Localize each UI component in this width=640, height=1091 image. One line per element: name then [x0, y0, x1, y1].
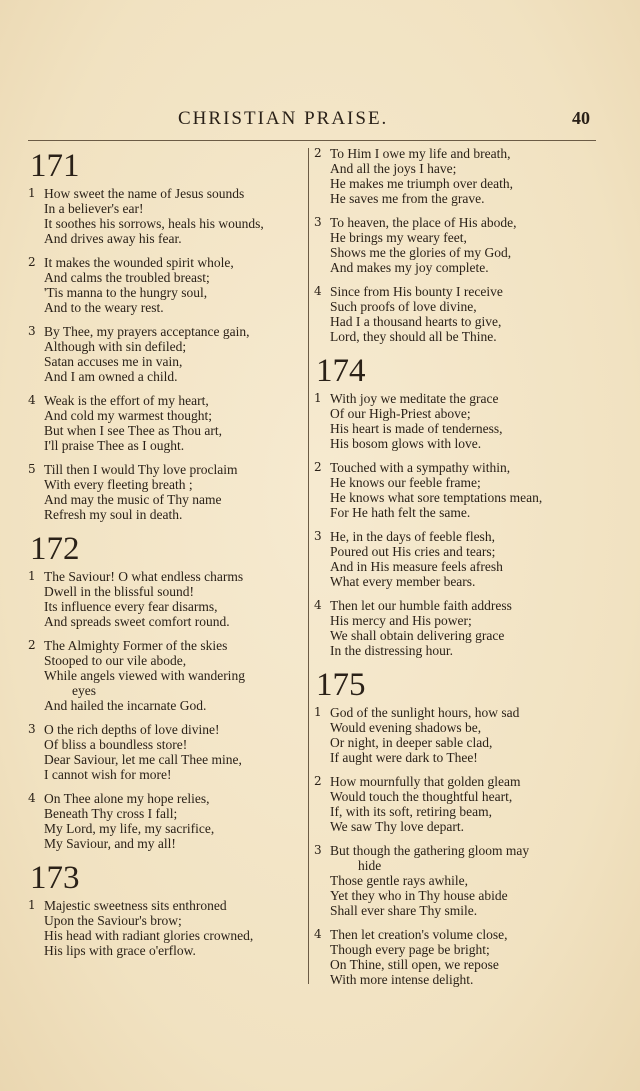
- left-column: [28, 146, 306, 967]
- verse-line: Of bliss a boundless store!: [44, 737, 188, 752]
- page-header: [0, 108, 640, 138]
- verse: [314, 284, 592, 344]
- verse-line: Beneath Thy cross I fall;: [44, 806, 178, 821]
- verse: [314, 460, 592, 520]
- verse-line: His mercy and His power;: [330, 613, 472, 628]
- page-number: 40: [572, 108, 590, 128]
- verse-line: It makes the wounded spirit whole,: [44, 255, 234, 270]
- verse-line: With every fleeting breath ;: [44, 477, 193, 492]
- verse: [28, 255, 306, 315]
- verse-number: 5: [28, 462, 36, 476]
- verse: [314, 529, 592, 589]
- verse: [28, 638, 306, 713]
- running-title: CHRISTIAN PRAISE.: [178, 108, 389, 129]
- verse: [314, 146, 592, 206]
- verse-line: I cannot wish for more!: [44, 767, 172, 782]
- verse-number: 4: [314, 598, 322, 612]
- verse: [314, 843, 592, 918]
- verse-number: 2: [314, 774, 322, 788]
- verse: [28, 324, 306, 384]
- verse-line: Yet they who in Thy house abide: [330, 888, 508, 903]
- verse: [28, 722, 306, 782]
- verse: [28, 898, 306, 958]
- verse-line: In the distressing hour.: [330, 643, 453, 658]
- verse-line: Or night, in deeper sable clad,: [330, 735, 493, 750]
- verse-line: To heaven, the place of His abode,: [330, 215, 517, 230]
- verse-line: Would evening shadows be,: [330, 720, 482, 735]
- verse-line: On Thee alone my hope relies,: [44, 791, 210, 806]
- verse-line: And all the joys I have;: [330, 161, 457, 176]
- verse-line: Although with sin defiled;: [44, 339, 187, 354]
- verse-line: Touched with a sympathy within,: [330, 460, 511, 475]
- verse-line: 'Tis manna to the hungry soul,: [44, 285, 208, 300]
- verse-number: 4: [28, 791, 36, 805]
- verse-number: 1: [314, 705, 322, 719]
- verse-line: If aught were dark to Thee!: [330, 750, 478, 765]
- verse-line: And may the music of Thy name: [44, 492, 222, 507]
- verse-line: His heart is made of tenderness,: [330, 421, 503, 436]
- header-rule: [28, 140, 596, 141]
- verse-number: 3: [314, 529, 322, 543]
- column-divider: [308, 148, 309, 984]
- verse-line: With more intense delight.: [330, 972, 474, 987]
- verse-line: And I am owned a child.: [44, 369, 178, 384]
- verse-line: And makes my joy complete.: [330, 260, 489, 275]
- hymn-number: 172: [30, 531, 80, 567]
- verse-line: Those gentle rays awhile,: [330, 873, 468, 888]
- verse-line: The Saviour! O what endless charms: [44, 569, 244, 584]
- verse-line: Satan accuses me in vain,: [44, 354, 183, 369]
- verse-line: O the rich depths of love divine!: [44, 722, 220, 737]
- verse-line: But though the gathering gloom may: [330, 843, 530, 858]
- verse-line: And drives away his fear.: [44, 231, 182, 246]
- verse-line: His head with radiant glories crowned,: [44, 928, 254, 943]
- verse-line: He, in the days of feeble flesh,: [330, 529, 495, 544]
- verse-line: He brings my weary feet,: [330, 230, 467, 245]
- verse-line: Lord, they should all be Thine.: [330, 329, 497, 344]
- verse-number: 3: [314, 215, 322, 229]
- verse-line: eyes: [72, 683, 96, 698]
- verse-line: Stooped to our vile abode,: [44, 653, 187, 668]
- right-column: [314, 146, 592, 996]
- verse-line: And hailed the incarnate God.: [44, 698, 207, 713]
- verse-number: 1: [314, 391, 322, 405]
- verse-number: 2: [28, 255, 36, 269]
- verse: [314, 705, 592, 765]
- verse-line: God of the sunlight hours, how sad: [330, 705, 520, 720]
- verse-line: If, with its soft, retiring beam,: [330, 804, 492, 819]
- verse-line: Since from His bounty I receive: [330, 284, 503, 299]
- verse-line: Of our High-Priest above;: [330, 406, 471, 421]
- verse-line: Shows me the glories of my God,: [330, 245, 512, 260]
- verse-line: We saw Thy love depart.: [330, 819, 464, 834]
- verse-line: While angels viewed with wandering: [44, 668, 245, 683]
- verse-line: For He hath felt the same.: [330, 505, 471, 520]
- verse-line: Dwell in the blissful sound!: [44, 584, 194, 599]
- verse-line: His bosom glows with love.: [330, 436, 482, 451]
- verse-number: 2: [314, 460, 322, 474]
- verse-line: hide: [358, 858, 382, 873]
- verse-line: To Him I owe my life and breath,: [330, 146, 511, 161]
- verse: [28, 186, 306, 246]
- verse-line: Then let creation's volume close,: [330, 927, 508, 942]
- verse-line: What every member bears.: [330, 574, 476, 589]
- verse-line: In a believer's ear!: [44, 201, 144, 216]
- verse-line: Majestic sweetness sits enthroned: [44, 898, 227, 913]
- verse-line: Weak is the effort of my heart,: [44, 393, 209, 408]
- verse-line: It soothes his sorrows, heals his wounds,: [44, 216, 264, 231]
- verse-line: I'll praise Thee as I ought.: [44, 438, 185, 453]
- verse: [314, 215, 592, 275]
- verse-line: With joy we meditate the grace: [330, 391, 499, 406]
- verse-line: Such proofs of love divine,: [330, 299, 477, 314]
- verse-number: 1: [28, 898, 36, 912]
- verse-number: 1: [28, 569, 36, 583]
- verse-line: Refresh my soul in death.: [44, 507, 183, 522]
- verse-line: But when I see Thee as Thou art,: [44, 423, 222, 438]
- verse-line: Would touch the thoughtful heart,: [330, 789, 513, 804]
- verse-line: He makes me triumph over death,: [330, 176, 513, 191]
- verse-number: 2: [314, 146, 322, 160]
- verse-line: Shall ever share Thy smile.: [330, 903, 478, 918]
- verse-line: Dear Saviour, let me call Thee mine,: [44, 752, 242, 767]
- verse-line: Till then I would Thy love proclaim: [44, 462, 238, 477]
- verse-line: The Almighty Former of the skies: [44, 638, 228, 653]
- verse-number: 3: [314, 843, 322, 857]
- verse-number: 3: [28, 722, 36, 736]
- verse-line: And cold my warmest thought;: [44, 408, 212, 423]
- verse-line: His lips with grace o'erflow.: [44, 943, 196, 958]
- verse-line: Though every page be bright;: [330, 942, 490, 957]
- verse-line: Then let our humble faith address: [330, 598, 512, 613]
- verse-line: Upon the Saviour's brow;: [44, 913, 182, 928]
- verse-line: Its influence every fear disarms,: [44, 599, 218, 614]
- verse-line: How mournfully that golden gleam: [330, 774, 521, 789]
- verse: [28, 462, 306, 522]
- verse-line: On Thine, still open, we repose: [330, 957, 499, 972]
- verse-line: He knows our feeble frame;: [330, 475, 481, 490]
- verse-line: He saves me from the grave.: [330, 191, 485, 206]
- verse: [314, 598, 592, 658]
- verse: [28, 791, 306, 851]
- verse: [314, 391, 592, 451]
- verse-number: 1: [28, 186, 36, 200]
- verse-number: 3: [28, 324, 36, 338]
- hymn-number: 175: [316, 667, 366, 703]
- verse-number: 4: [28, 393, 36, 407]
- verse-line: And spreads sweet comfort round.: [44, 614, 230, 629]
- verse: [28, 569, 306, 629]
- verse-line: Had I a thousand hearts to give,: [330, 314, 502, 329]
- verse-line: We shall obtain delivering grace: [330, 628, 505, 643]
- verse-line: And calms the troubled breast;: [44, 270, 210, 285]
- verse-line: My Saviour, and my all!: [44, 836, 176, 851]
- verse-number: 4: [314, 284, 322, 298]
- verse: [314, 774, 592, 834]
- hymn-number: 174: [316, 353, 366, 389]
- verse-line: My Lord, my life, my sacrifice,: [44, 821, 215, 836]
- verse: [314, 927, 592, 987]
- verse-line: By Thee, my prayers acceptance gain,: [44, 324, 250, 339]
- verse-line: Poured out His cries and tears;: [330, 544, 496, 559]
- verse-number: 2: [28, 638, 36, 652]
- verse-line: And in His measure feels afresh: [330, 559, 503, 574]
- verse: [28, 393, 306, 453]
- hymn-number: 173: [30, 860, 80, 896]
- verse-line: How sweet the name of Jesus sounds: [44, 186, 245, 201]
- hymn-number: 171: [30, 148, 80, 184]
- verse-line: He knows what sore temptations mean,: [330, 490, 543, 505]
- verse-number: 4: [314, 927, 322, 941]
- verse-line: And to the weary rest.: [44, 300, 164, 315]
